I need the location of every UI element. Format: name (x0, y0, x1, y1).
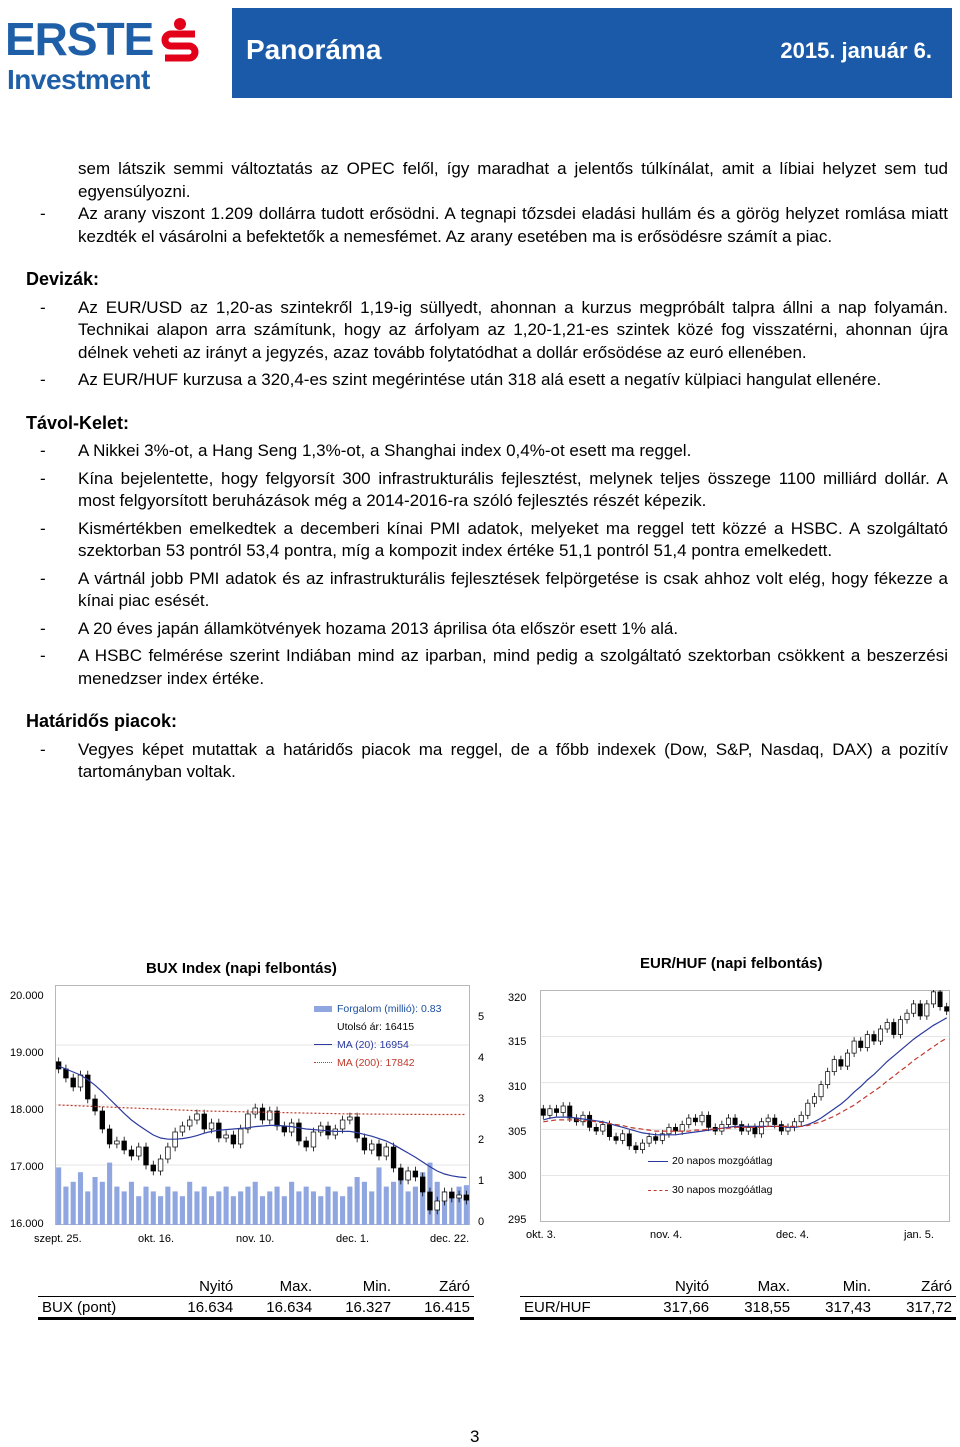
candle-body (541, 1109, 545, 1115)
bux-x-tick: dec. 1. (336, 1233, 370, 1245)
candle-body (384, 1147, 389, 1156)
table-cell: BUX (pont) (38, 1297, 158, 1319)
bux-legend (314, 1000, 464, 1072)
candle-body (707, 1115, 711, 1127)
candle-body (457, 1195, 462, 1198)
candle-body (289, 1123, 294, 1132)
candle-body (420, 1177, 425, 1192)
candle-body (195, 1114, 200, 1120)
candle-body (348, 1117, 353, 1120)
candle-body (912, 1004, 916, 1013)
candle-body (107, 1129, 112, 1144)
volume-bar (369, 1191, 374, 1225)
publication-title: Panoráma (246, 34, 382, 65)
header-banner (232, 8, 952, 98)
candle-body (594, 1127, 598, 1131)
bux-x-tick: dec. 22. (430, 1233, 470, 1245)
table-cell: 317,66 (632, 1297, 713, 1319)
table-header (520, 1276, 632, 1297)
volume-bar (318, 1196, 323, 1225)
candle-body (399, 1168, 404, 1180)
candle-body (158, 1159, 163, 1171)
list-item: - Az EUR/HUF kurzusa a 320,4-es szint megérintése után 318 alá esett a negatív külpiaci hangulat ellenére. (40, 370, 882, 389)
volume-bar (413, 1187, 418, 1225)
candle-body (413, 1171, 418, 1177)
list-item: - A 20 éves japán államkötvények hozama 2013 áprilisa óta először esett 1% alá. (40, 618, 679, 638)
table-row (38, 1297, 474, 1319)
table-cell: 318,55 (713, 1297, 794, 1319)
table-header: Min. (362, 1277, 392, 1295)
candle-body (115, 1141, 120, 1144)
eurhuf-y-tick: 315 (508, 1036, 527, 1048)
table-header-row (38, 1276, 474, 1297)
candle-body (931, 992, 935, 1004)
candle-body (166, 1147, 171, 1159)
ma20-line (543, 1018, 946, 1135)
table-header: Min. (842, 1277, 872, 1295)
eurhuf-x-tick: jan. 5. (904, 1229, 934, 1241)
eurhuf-x-tick: nov. 4. (650, 1229, 683, 1241)
volume-bar (92, 1177, 97, 1225)
candle-body (839, 1060, 843, 1066)
volume-bar (56, 1167, 61, 1225)
list-item: - Kína bejelentette, hogy felgyorsít 300 infrastrukturális fejlesztést, melynek teljes összege 1100 milliárd dollár. A most felgyorsított beruházások még a 2014-2016-ra szóló fejlesztés részét képezik. (40, 468, 948, 510)
volume-bar (78, 1172, 83, 1225)
volume-bar (325, 1187, 330, 1225)
table-header: Nyitó (199, 1277, 234, 1295)
logo-subtitle: Investment (7, 64, 150, 95)
candle-body (260, 1108, 265, 1120)
table-header: Max. (757, 1277, 791, 1295)
candle-body (282, 1126, 287, 1132)
table-header (38, 1276, 158, 1297)
volume-bar (129, 1182, 134, 1225)
candle-body (832, 1060, 836, 1072)
candle-body (799, 1115, 803, 1121)
candle-body (647, 1137, 651, 1143)
candle-body (773, 1118, 777, 1124)
volume-bar (122, 1191, 127, 1225)
candle-body (275, 1111, 280, 1126)
candle-body (144, 1147, 149, 1165)
candle-body (601, 1125, 605, 1131)
candle-body (918, 1004, 922, 1016)
section-title-hataridos: Határidős piacok: (26, 711, 178, 731)
eurhuf-y-tick: 305 (508, 1126, 527, 1138)
candle-body (362, 1138, 367, 1150)
eurhuf-chart-title: EUR/HUF (napi felbontás) (640, 955, 823, 972)
candle-body (878, 1029, 882, 1041)
volume-bar (231, 1196, 236, 1225)
candle-body (680, 1125, 684, 1131)
bux-volume-tick: 4 (478, 1052, 485, 1064)
candle-body (202, 1114, 207, 1129)
table-cell: 317,72 (875, 1297, 956, 1319)
volume-bar (275, 1187, 280, 1225)
table-cell: 16.634 (237, 1297, 316, 1319)
candle-body (726, 1118, 730, 1124)
table-header: Max. (279, 1277, 313, 1295)
volume-bar (260, 1196, 265, 1225)
legend-swatch-ma20 (314, 1044, 332, 1045)
candle-body (819, 1085, 823, 1097)
list-item: - Az arany viszont 1.209 dollárra tudott erősödni. A tegnapi tőzsdei eladási hullám és a görög helyzet romlása miatt kezdték el vásárolni a befektetők a nemesfémet. Az arany esetében ma is erősödésre számít a piac. (40, 204, 948, 246)
candle-body (311, 1132, 316, 1147)
bux-x-tick: okt. 16. (138, 1233, 175, 1245)
candle-body (209, 1123, 214, 1129)
candle-body (428, 1192, 433, 1210)
candle-body (561, 1106, 565, 1112)
table-cell: 16.634 (158, 1297, 237, 1319)
volume-bar (143, 1187, 148, 1225)
legend-ma20: MA (20): 16954 (337, 1039, 409, 1051)
candle-body (614, 1137, 618, 1141)
bux-y-tick: 19.000 (10, 1047, 44, 1059)
candle-body (355, 1117, 360, 1138)
volume-bar (158, 1196, 163, 1225)
section-title-devizak: Devizák: (26, 269, 100, 289)
legend-swatch-ma20 (648, 1161, 668, 1162)
candle-body (136, 1147, 141, 1156)
candle-body (687, 1118, 691, 1124)
candle-body (464, 1195, 469, 1200)
legend-volume: Forgalom (millió): 0.83 (337, 1003, 442, 1015)
volume-bar (304, 1187, 309, 1225)
table-header: Nyitó (674, 1277, 710, 1295)
volume-bar (253, 1182, 258, 1225)
candle-body (187, 1120, 192, 1126)
volume-bar (151, 1191, 156, 1225)
candle-body (634, 1146, 638, 1150)
bux-y-tick: 16.000 (10, 1218, 44, 1230)
bux-x-tick: nov. 10. (236, 1233, 275, 1245)
candle-body (938, 992, 942, 1007)
list-item: - Vegyes képet mutattak a határidős piacok ma reggel, de a főbb indexek (Dow, S&P, Nasdaq, DAX) a pozitív tartományban voltak. (40, 739, 948, 781)
candle-body (231, 1135, 236, 1144)
volume-bar (100, 1182, 105, 1225)
candle-body (885, 1022, 889, 1028)
candle-body (122, 1141, 127, 1150)
candle-body (238, 1129, 243, 1144)
candle-body (100, 1111, 105, 1129)
candle-body (377, 1144, 382, 1156)
legend-last-price: Utolsó ár: 16415 (337, 1021, 415, 1033)
candle-body (852, 1041, 856, 1053)
candle-body (151, 1165, 156, 1171)
candle-body (129, 1150, 134, 1156)
volume-bar (245, 1187, 250, 1225)
candle-body (180, 1126, 185, 1132)
legend-ma20: 20 napos mozgóátlag (672, 1155, 773, 1167)
legend-swatch-ma30 (648, 1190, 668, 1191)
legend-ma30: 30 napos mozgóátlag (672, 1184, 773, 1196)
table-row (520, 1297, 956, 1319)
candle-body (845, 1053, 849, 1066)
legend-swatch-volume (314, 1006, 332, 1012)
volume-bar (63, 1187, 68, 1225)
volume-bar (406, 1191, 411, 1225)
candle-body (318, 1126, 323, 1132)
volume-bar (384, 1187, 389, 1225)
volume-bar (173, 1191, 178, 1225)
volume-bar (209, 1196, 214, 1225)
candle-body (892, 1022, 896, 1034)
candle-body (640, 1143, 644, 1149)
candle-body (700, 1115, 704, 1121)
volume-bar (187, 1182, 192, 1225)
list-item: - Kismértékben emelkedtek a decemberi kínai PMI adatok, melyeket ma reggel tett közzé a HSBC. A szolgáltató szektorban 53 pontról 53,4 pontra, míg a kompozit index értéke 51,1 pontról 51,4 pontra emelkedett. (40, 518, 948, 560)
candle-body (673, 1127, 677, 1131)
candle-body (568, 1106, 572, 1118)
volume-bar (311, 1191, 316, 1225)
candle-body (753, 1127, 757, 1133)
volume-bar (216, 1191, 221, 1225)
eurhuf-y-tick: 320 (508, 992, 527, 1004)
bux-summary-table (38, 1276, 474, 1320)
bux-y-tick: 20.000 (10, 990, 44, 1002)
candle-body (369, 1144, 374, 1150)
candle-body (872, 1035, 876, 1041)
intro-continuation: sem látszik semmi változtatás az OPEC felől, így maradhat a jelentős túlkínálat, amit a líbiai helyzet sem tud egyensúlyozni. (78, 159, 948, 201)
table-cell: 16.327 (316, 1297, 395, 1319)
candle-body (548, 1109, 552, 1115)
volume-bar (114, 1187, 119, 1225)
volume-bar (282, 1196, 287, 1225)
page-number: 3 (470, 1427, 480, 1446)
eurhuf-legend (648, 1152, 798, 1198)
table-cell: 317,43 (794, 1297, 875, 1319)
erste-logo (5, 8, 205, 98)
candle-body (435, 1201, 440, 1210)
table-header-row (520, 1276, 956, 1297)
logo-s-icon (161, 18, 199, 64)
candle-body (779, 1125, 783, 1131)
eurhuf-x-tick: okt. 3. (526, 1229, 556, 1241)
candle-body (746, 1127, 750, 1131)
candle-body (621, 1134, 625, 1140)
section-title-tavol-kelet: Távol-Kelet: (26, 412, 130, 433)
volume-bar (296, 1191, 301, 1225)
article-body (26, 158, 948, 789)
volume-bar (71, 1182, 76, 1225)
volume-bar (85, 1191, 90, 1225)
volume-bar (238, 1191, 243, 1225)
candle-body (93, 1099, 98, 1111)
candle-body (554, 1109, 558, 1113)
bux-volume-tick: 5 (478, 1011, 485, 1023)
candle-body (340, 1120, 345, 1129)
candle-body (786, 1127, 790, 1131)
volume-bar (202, 1187, 207, 1225)
candle-body (442, 1192, 447, 1201)
list-item: - A Nikkei 3%-ot, a Hang Seng 1,3%-ot, a Shanghai index 0,4%-ot esett ma reggel. (40, 441, 692, 460)
legend-ma200: MA (200): 17842 (337, 1057, 415, 1069)
volume-bar (347, 1187, 352, 1225)
candle-body (693, 1118, 697, 1122)
bux-y-tick: 18.000 (10, 1104, 44, 1116)
volume-bar (224, 1187, 229, 1225)
candle-body (945, 1007, 949, 1011)
candle-body (898, 1020, 902, 1035)
candle-body (449, 1192, 454, 1198)
eurhuf-y-tick: 300 (508, 1170, 527, 1182)
candle-body (733, 1118, 737, 1124)
candle-body (246, 1114, 251, 1129)
eurhuf-y-tick: 310 (508, 1081, 527, 1093)
volume-bar (391, 1182, 396, 1225)
volume-bar (289, 1182, 294, 1225)
volume-bar (340, 1196, 345, 1225)
volume-bar (355, 1177, 360, 1225)
candle-body (607, 1125, 611, 1137)
candle-body (64, 1069, 69, 1078)
bux-volume-tick: 3 (478, 1093, 485, 1105)
bux-volume-tick: 1 (478, 1175, 485, 1187)
candle-body (304, 1141, 309, 1147)
candle-body (627, 1134, 631, 1146)
volume-bar (136, 1196, 141, 1225)
logo-wordmark: ERSTE (5, 13, 154, 65)
candle-body (859, 1041, 863, 1047)
eurhuf-summary-table (520, 1276, 956, 1320)
volume-bar (107, 1163, 112, 1225)
legend-swatch-ma200 (314, 1062, 332, 1063)
volume-bar (376, 1167, 381, 1225)
candle-body (56, 1062, 61, 1069)
table-header: Záró (921, 1277, 952, 1295)
table-cell: EUR/HUF (520, 1297, 632, 1319)
publication-date: 2015. január 6. (780, 38, 932, 63)
ma30-line (543, 1038, 946, 1131)
volume-bar (267, 1191, 272, 1225)
bux-x-tick: szept. 25. (34, 1233, 82, 1245)
volume-bar (180, 1196, 185, 1225)
volume-bar (165, 1187, 170, 1225)
candle-body (78, 1075, 83, 1087)
candle-body (865, 1035, 869, 1048)
candle-body (654, 1137, 658, 1141)
volume-bar (333, 1191, 338, 1225)
eurhuf-x-tick: dec. 4. (776, 1229, 810, 1241)
list-item: - A vártnál jobb PMI adatok és az infrastrukturális fejlesztések felpörgetése is csak ahhoz volt elég, hogy fékezze a kínai piac esését. (40, 568, 948, 610)
bux-volume-tick: 2 (478, 1134, 485, 1146)
bux-chart-title: BUX Index (napi felbontás) (146, 960, 337, 977)
candle-body (71, 1078, 76, 1087)
candle-body (297, 1123, 302, 1141)
volume-bar (362, 1182, 367, 1225)
table-header: Záró (439, 1277, 470, 1295)
candle-body (224, 1135, 229, 1138)
list-item: - Az EUR/USD az 1,20-as szintekről 1,19-ig süllyedt, ahonnan a kurzus megpróbált talpra állni a nap folyamán. Technikai alapon arra számítunk, hogy az árfolyam az 1,20-1,21-es szintek közé fog visszatérni, ahonnan újra délnek veheti az irányt a jegyzés, azaz tovább folytatódhat a dollár erősödése az euró ellenében. (40, 297, 948, 362)
candle-body (406, 1171, 411, 1180)
candle-body (253, 1108, 258, 1114)
candle-body (905, 1013, 909, 1019)
bux-volume-tick: 0 (478, 1216, 485, 1228)
volume-bar (194, 1191, 199, 1225)
candle-body (826, 1072, 830, 1085)
candle-body (391, 1147, 396, 1168)
candle-body (925, 1004, 929, 1016)
table-cell: 16.415 (395, 1297, 474, 1319)
list-item: - A HSBC felmérése szerint Indiában mind az iparban, mind pedig a szolgáltató szektorban csökkent a beszerzési menedzser index értéke. (40, 646, 948, 688)
candle-body (766, 1118, 770, 1122)
bux-y-tick: 17.000 (10, 1161, 44, 1173)
eurhuf-y-tick: 295 (508, 1214, 527, 1226)
candle-body (806, 1103, 810, 1115)
candle-body (812, 1097, 816, 1103)
